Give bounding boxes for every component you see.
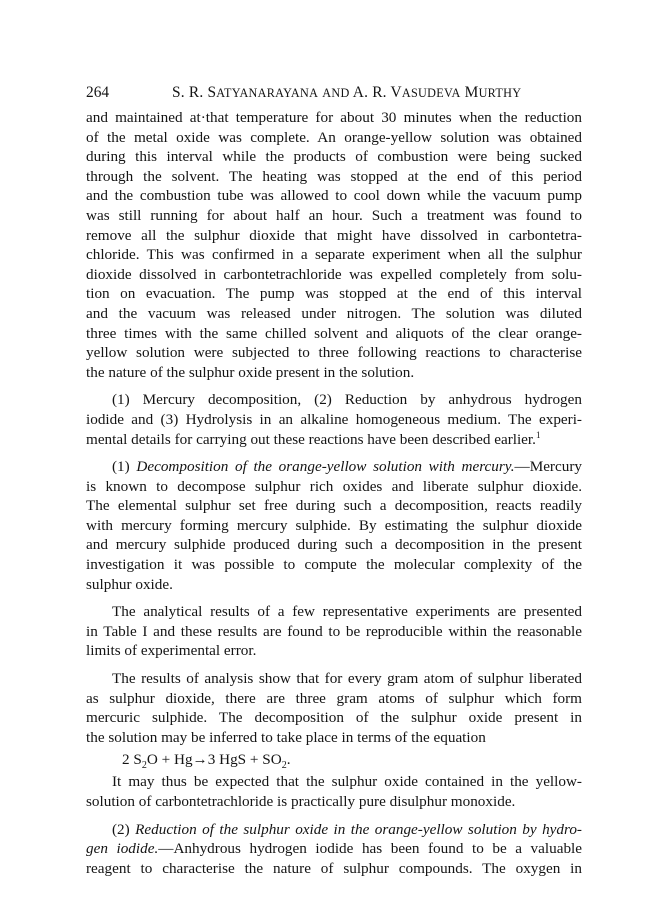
paragraph-reaction-list [86, 390, 582, 449]
paragraph-continuation [86, 108, 582, 382]
text-line: and maintained at·that temperature for about 30 minutes when the reduction [86, 109, 582, 126]
reaction-arrow: → [192, 751, 208, 769]
text-line: was still running for about half an hour. Such a treatment was found to [86, 206, 582, 224]
text-line: chloride. This was confirmed in a separate experiment when all the sulphur [86, 246, 582, 264]
text-line: of the metal oxide was complete. An orange-yellow solution was obtained [86, 128, 582, 146]
text-line: remove all the sulphur dioxide that might have dissolved in carbontetra- [86, 226, 582, 244]
text-line: mercuric sulphide. The decomposition of the sulphur oxide present in [86, 709, 582, 727]
text-line: solution of carbontetrachloride is practically pure disulphur monoxide. [86, 793, 516, 810]
text-line: the solution may be inferred to take place in terms of the equation [86, 728, 486, 746]
text-line: as sulphur dioxide, there are three gram atoms of sulphur which form [86, 689, 582, 707]
section-heading-continued: gen iodide. [86, 840, 159, 858]
page-number: 264 [86, 84, 110, 101]
section-heading: Decomposition of the orange-yellow solution with mercury. [136, 458, 515, 476]
text-line: dioxide dissolved in carbontetrachloride was expelled completely from solu- [86, 265, 582, 283]
text-line: the nature of the sulphur oxide present in the solution. [86, 363, 415, 381]
text-line: The analytical results of a few representative experiments are presented [112, 603, 582, 621]
reference-marker: 1 [535, 429, 541, 440]
text-line: gen iodide.—Anhydrous hydrogen iodide has been found to be a valuable [86, 840, 582, 858]
text-line: The results of analysis show that for every gram atom of sulphur liberated [112, 670, 582, 688]
text-line: with mercury forming mercury sulphide. By estimating the sulphur dioxide [86, 516, 582, 534]
text-line: tion on evacuation. The pump was stopped at the end of this interval [86, 285, 582, 303]
text-line: (1) Mercury decomposition, (2) Reduction by anhydrous hydrogen [112, 391, 582, 409]
text-line: yellow solution were subjected to three following reactions to characterise [86, 344, 582, 362]
running-header [86, 83, 582, 103]
paragraph-conclusion [86, 772, 582, 811]
paragraph-analytical-results [86, 602, 582, 661]
running-title-authors: S. R. SATYANARAYANA AND A. R. VASUDEVA MURTHY [172, 84, 522, 101]
paragraph-analysis-interpretation [86, 669, 582, 747]
text-line: mental details for carrying out these reactions have been described earlier.$^1$ [86, 429, 541, 448]
text-line: in Table I and these results are found to be reproducible within the reasonable [86, 622, 582, 640]
text-line: sulphur oxide. [86, 575, 173, 593]
text-line: (2) Reduction of the sulphur oxide in the orange-yellow solution by hydro- [112, 820, 582, 838]
body-text [86, 108, 582, 878]
text-line: iodide and (3) Hydrolysis in an alkaline homogeneous medium. The experi- [86, 410, 582, 428]
paragraph-mercury-decomposition [86, 457, 582, 594]
text-line: during this interval while the products of combustion were being sucked [86, 148, 582, 166]
text-line: (1) Decomposition of the orange-yellow solution with mercury.—Mercury [112, 458, 582, 476]
text-line: limits of experimental error. [86, 642, 257, 660]
text-line: and the combustion tube was allowed to cool down while the vacuum pump [86, 187, 582, 205]
text-line: is known to decompose sulphur rich oxides and liberate sulphur dioxide. [86, 477, 582, 495]
text-line: three times with the same chilled solvent and aliquots of the clear orange- [86, 324, 582, 342]
text-line: reagent to characterise the nature of sulphur compounds. The oxygen in [86, 859, 582, 877]
chemical-equation: 2 $S_2O + Hg\to 3$ HgS + $SO_2$. [122, 751, 291, 772]
paragraph-hydrogen-iodide-reduction [86, 820, 582, 879]
text-line: The elemental sulphur set free during such a decomposition, reacts readily [86, 497, 582, 515]
text-line: and mercury sulphide produced during such a decomposition in the present [86, 536, 582, 554]
text-line: investigation it was possible to compute the molecular complexity of the [86, 556, 582, 574]
text-line: and the vacuum was released under nitrogen. The solution was diluted [86, 304, 582, 322]
text-line: It may thus be expected that the sulphur oxide contained in the yellow- [112, 773, 582, 791]
text-line: through the solvent. The heating was stopped at the end of this period [86, 167, 582, 185]
section-heading: Reduction of the sulphur oxide in the orange-yellow solution by hydro- [135, 820, 582, 838]
